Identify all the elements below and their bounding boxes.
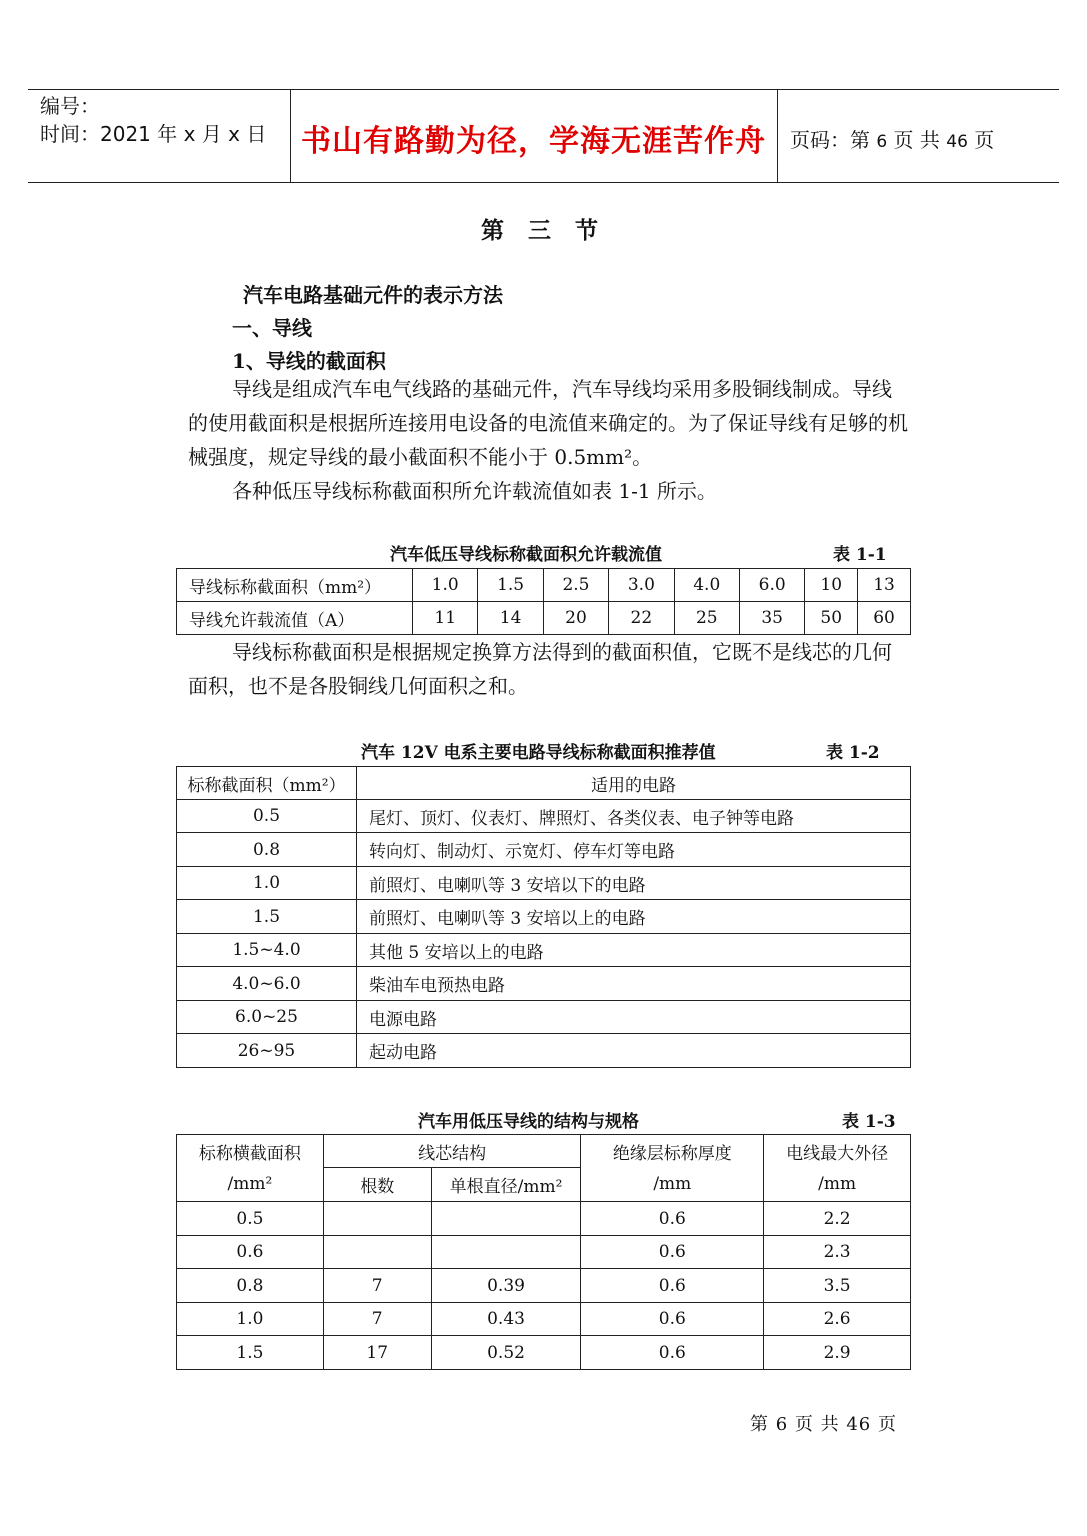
table-cell: 0.6 <box>581 1269 764 1303</box>
time-label: 时间：2021 年 x 月 x 日 <box>40 122 267 146</box>
paragraph-table-ref: 各种低压导线标称截面积所允许载流值如表 1-1 所示。 <box>232 479 717 503</box>
table-1-3 <box>176 1134 911 1370</box>
table-cell: 7 <box>323 1269 431 1303</box>
table-cell: 0.8 <box>177 1269 324 1303</box>
table-cell: 3.5 <box>764 1269 911 1303</box>
table-cell: 22 <box>609 602 674 635</box>
table-cell: 2.6 <box>764 1303 911 1336</box>
table-row <box>177 1336 911 1370</box>
table-cell: 10 <box>805 569 858 602</box>
table-header-cell: /mm <box>764 1168 911 1202</box>
table-header-cell: 标称横截面积 <box>177 1135 324 1168</box>
section-title: 第 三 节 <box>480 217 606 244</box>
paragraph-area-note: 导线标称截面积是根据规定换算方法得到的截面积值，它既不是线芯的几何面积，也不是各股铜线几何面积之和。 <box>188 640 892 698</box>
paragraph-wire-intro: 导线是组成汽车电气线路的基础元件，汽车导线均采用多股铜线制成。导线的使用截面积是根据所连接用电设备的电流值来确定的。为了保证导线有足够的机械强度，规定导线的最小截面积不能小于 0.5mm²。 <box>188 377 908 469</box>
table-cell: 17 <box>323 1336 431 1370</box>
table-header-row <box>177 767 911 800</box>
table-row <box>177 1034 911 1068</box>
table1-tag: 表 1-1 <box>833 545 887 565</box>
table-cell: 1.5 <box>177 1336 324 1370</box>
table-cell: 35 <box>739 602 804 635</box>
table-row <box>177 1202 911 1236</box>
table-cell: 1.0 <box>177 867 357 900</box>
table-cell: 11 <box>413 602 478 635</box>
table-row <box>177 1303 911 1336</box>
table-cell <box>431 1236 581 1269</box>
table-cell: 0.43 <box>431 1303 581 1336</box>
table-cell: 导线允许载流值（A） <box>177 602 413 635</box>
heading-wire: 一、导线 <box>232 316 312 340</box>
table-cell: 2.9 <box>764 1336 911 1370</box>
header-top-rule <box>28 89 1059 90</box>
table-cell: 1.0 <box>177 1303 324 1336</box>
table-cell: 50 <box>805 602 858 635</box>
table-cell: 2.2 <box>764 1202 911 1236</box>
table-cell: 0.6 <box>581 1336 764 1370</box>
table-header-row <box>177 1168 911 1202</box>
table-cell: 0.5 <box>177 1202 324 1236</box>
table-cell: 2.5 <box>543 569 608 602</box>
table-row <box>177 867 911 900</box>
table-row <box>177 1001 911 1034</box>
table-cell: 0.6 <box>177 1236 324 1269</box>
table-row <box>177 602 911 635</box>
table-cell: 14 <box>478 602 543 635</box>
table-header-cell: 根数 <box>323 1168 431 1202</box>
table-row <box>177 1236 911 1269</box>
table-cell: 6.0 <box>739 569 804 602</box>
header-motto: 书山有路勤为径，学海无涯苦作舟 <box>301 124 766 159</box>
table-row <box>177 800 911 833</box>
header-bottom-rule <box>28 182 1059 183</box>
table-row <box>177 833 911 867</box>
table2-caption: 汽车 12V 电系主要电路导线标称截面积推荐值 <box>361 743 716 763</box>
table-row <box>177 900 911 934</box>
table-cell: 柴油车电预热电路 <box>357 967 911 1001</box>
table-cell: 0.8 <box>177 833 357 867</box>
serial-label: 编号： <box>40 94 100 118</box>
table-header-cell: 标称截面积（mm²） <box>177 767 357 800</box>
table-cell: 25 <box>674 602 739 635</box>
table-row <box>177 967 911 1001</box>
table-cell: 0.5 <box>177 800 357 833</box>
table-cell: 2.3 <box>764 1236 911 1269</box>
table-header-cell: 绝缘层标称厚度 <box>581 1135 764 1168</box>
page-suffix: 页 <box>974 128 995 152</box>
table-cell: 20 <box>543 602 608 635</box>
page-total: 46 <box>946 132 968 152</box>
table-cell: 前照灯、电喇叭等 3 安培以下的电路 <box>357 867 911 900</box>
table-cell: 1.5 <box>177 900 357 934</box>
table-header-cell: /mm² <box>177 1168 324 1202</box>
table-cell <box>431 1202 581 1236</box>
table-cell: 13 <box>858 569 911 602</box>
table-cell: 起动电路 <box>357 1034 911 1068</box>
table-cell: 1.5~4.0 <box>177 934 357 967</box>
table-row <box>177 1269 911 1303</box>
table-cell: 0.6 <box>581 1236 764 1269</box>
table-cell: 3.0 <box>609 569 674 602</box>
table-cell: 导线标称截面积（mm²） <box>177 569 413 602</box>
table-header-cell: 电线最大外径 <box>764 1135 911 1168</box>
table-cell: 电源电路 <box>357 1001 911 1034</box>
table-header-cell: 线芯结构 <box>323 1135 581 1168</box>
heading-wire-section-area: 1、导线的截面积 <box>232 349 386 373</box>
table-cell: 0.6 <box>581 1303 764 1336</box>
heading-main: 汽车电路基础元件的表示方法 <box>243 283 503 307</box>
table-cell: 0.39 <box>431 1269 581 1303</box>
table-cell: 6.0~25 <box>177 1001 357 1034</box>
table-row <box>177 934 911 967</box>
table-cell: 26~95 <box>177 1034 357 1068</box>
body-paragraph-2 <box>188 635 908 703</box>
table-cell: 其他 5 安培以上的电路 <box>357 934 911 967</box>
table-cell <box>323 1202 431 1236</box>
table-row <box>177 569 911 602</box>
table-cell: 0.6 <box>581 1202 764 1236</box>
table-header-cell: /mm <box>581 1168 764 1202</box>
table-cell: 1.5 <box>478 569 543 602</box>
table-cell: 4.0~6.0 <box>177 967 357 1001</box>
header-page-info <box>790 124 994 153</box>
page-mid: 页 共 <box>893 128 940 152</box>
table3-tag: 表 1-3 <box>842 1112 896 1132</box>
header-divider-right <box>777 89 778 182</box>
table-cell: 60 <box>858 602 911 635</box>
table-header-cell: 单根直径/mm² <box>431 1168 581 1202</box>
table-1-2 <box>176 766 911 1068</box>
table-header-row <box>177 1135 911 1168</box>
table-header-cell: 适用的电路 <box>357 767 911 800</box>
header-meta <box>40 92 266 148</box>
table-cell: 0.52 <box>431 1336 581 1370</box>
table-cell <box>323 1236 431 1269</box>
table-cell: 前照灯、电喇叭等 3 安培以上的电路 <box>357 900 911 934</box>
table-cell: 转向灯、制动灯、示宽灯、停车灯等电路 <box>357 833 911 867</box>
body-paragraph-1 <box>188 372 908 508</box>
table1-caption: 汽车低压导线标称截面积允许载流值 <box>390 545 662 565</box>
table-cell: 7 <box>323 1303 431 1336</box>
table-1-1 <box>176 568 911 635</box>
table2-tag: 表 1-2 <box>826 743 880 763</box>
table-cell: 尾灯、顶灯、仪表灯、牌照灯、各类仪表、电子钟等电路 <box>357 800 911 833</box>
table3-caption: 汽车用低压导线的结构与规格 <box>418 1112 639 1132</box>
table-cell: 4.0 <box>674 569 739 602</box>
table-cell: 1.0 <box>413 569 478 602</box>
page-footer: 第 6 页 共 46 页 <box>750 1414 897 1435</box>
page-number: 6 <box>876 132 888 152</box>
page-prefix: 页码：第 <box>790 128 870 152</box>
